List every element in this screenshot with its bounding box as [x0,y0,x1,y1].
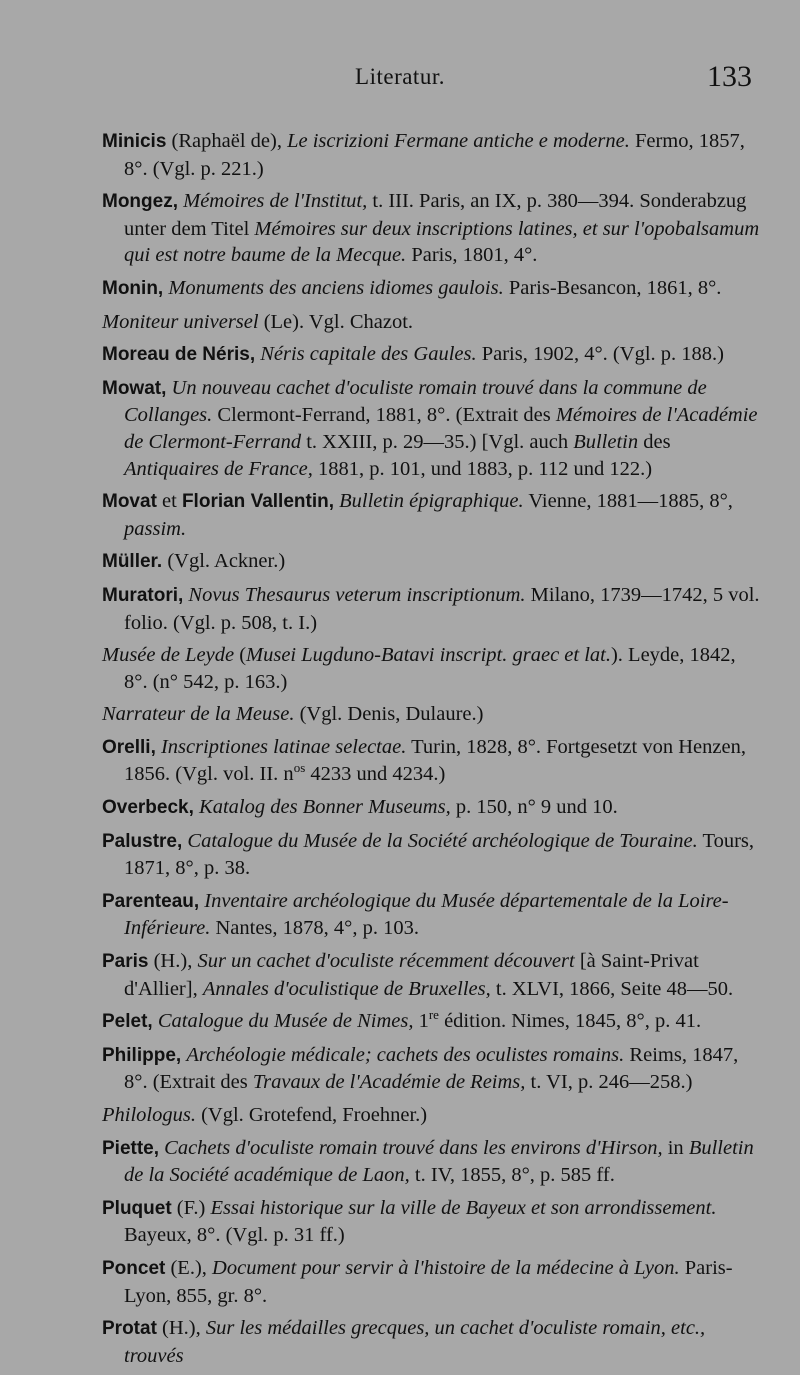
entry-text: Clermont-Ferrand, 1881, 8°. (Extrait des [212,404,556,427]
entry-title: passim. [124,517,187,540]
entry-title: Antiquaires de France, [124,457,313,480]
entry-text: 1 [413,1010,429,1033]
entry-text: in [662,1136,689,1159]
bibliography-entry [102,948,762,1002]
entry-title: Travaux de l'Académie de Reims, [252,1071,526,1094]
entry-author: Minicis [102,131,167,152]
bibliography-entry [102,1315,762,1369]
entry-author: Parenteau, [102,890,200,912]
entry-text: (Le). Vgl. Chazot. [258,310,414,333]
bibliography-entry [102,642,762,695]
entry-text: [à Saint-Privat d'Allier], [124,950,699,1000]
entry-text: Bayeux, 8°. (Vgl. p. 31 ff.) [124,1224,345,1247]
bibliography-entry [102,582,762,636]
bibliography-entry [102,1255,762,1309]
entry-text: Tours, 1871, 8°, p. 38. [124,829,754,880]
running-header [0,60,800,100]
entry-superscript: os [293,760,306,776]
bibliography-entry [102,275,762,303]
entry-text: des [638,430,671,453]
entry-text: Paris-Besancon, 1861, 8°. [503,276,722,299]
entry-title: Inscriptiones latinae selectae. [160,735,407,758]
bibliography-entry [102,888,762,942]
entry-author: Moreau de Néris, [102,344,256,366]
bibliography-entry [102,701,762,728]
entry-title: Moniteur universel [102,310,259,333]
entry-title: Un nouveau cachet d'oculiste romain trouvé dans la commune de Collanges. [124,376,707,427]
entry-title: Musei Lugduno-Batavi inscript. graec et lat. [246,644,611,667]
entry-superscript: re [428,1007,439,1023]
entry-title: Mémoires sur deux inscriptions latines, et sur l'opobalsamum qui est notre baume de la Mecque. [124,217,760,267]
entry-author: Palustre, [102,830,183,852]
entry-text: 1881, p. 101, und 1883, p. 112 und 122.) [312,457,653,480]
entry-author: Pluquet [102,1197,172,1219]
entry-text: p. 150, n° 9 und 10. [450,796,618,819]
entry-title: Philologus. [102,1104,196,1126]
bibliography-entry [102,734,762,788]
bibliography-entry [102,794,762,822]
bibliography-entry [102,1008,762,1036]
entry-coauthor: Florian Vallentin, [181,491,334,513]
bibliography-entry [102,375,762,482]
entry-text: Turin, 1828, 8°. Fortgesetzt von Henzen, 1856. (Vgl. vol. II. n [124,735,746,786]
entry-title: Sur les médailles grecques, un cachet d'oculiste romain, etc., trouvés [124,1317,706,1367]
entry-author: Muratori, [102,584,184,606]
entry-title: Archéologie médicale; cachets des oculistes romains. [186,1043,625,1066]
entry-text: et [156,490,182,513]
entry-text: (H.), [156,1317,206,1340]
entry-author: Orelli, [102,736,156,758]
entry-text: Paris, 1902, 4°. (Vgl. p. 188.) [476,343,724,366]
entry-title: Mémoires de l'Académie de Clermont-Ferrand [124,404,758,453]
entry-text: Vienne, 1881—1885, 8°, [523,490,733,513]
entry-text: (Vgl. Denis, Dulaure.) [294,703,484,726]
entry-author: Movat [102,491,157,513]
entry-title: Document pour servir à l'histoire de la médecine à Lyon. [212,1256,680,1279]
bibliography-entry [102,488,762,542]
bibliography-entry [102,309,762,336]
entry-author: Protat [102,1318,157,1340]
entry-title: Novus Thesaurus veterum inscriptionum. [188,583,526,606]
bibliography-entry [102,828,762,882]
entry-title: Mémoires de l'Institut, [183,190,368,213]
entry-text: (Vgl. Grotefend, Froehner.) [195,1104,428,1126]
entry-title: Musée de Leyde [102,644,235,667]
entry-text: t. XLVI, 1866, Seite 48—50. [490,977,734,1000]
bibliography-entry [102,1042,762,1096]
entry-title: Néris capitale des Gaules. [260,343,477,366]
entry-author: Paris [102,951,149,973]
entry-author: Poncet [102,1257,166,1279]
entry-text: Nantes, 1878, 4°, p. 103. [210,917,419,940]
entry-text: t. III. Paris, an IX, p. 380—394. Sonderabzug unter dem Titel [124,190,747,240]
entry-text: 4233 und 4234.) [305,763,446,786]
bibliography-entry [102,1102,762,1129]
entry-text: (Vgl. Ackner.) [162,550,286,573]
entry-text: (Raphaël de), [166,130,288,152]
entry-title: Le iscrizioni Fermane antiche e moderne. [287,130,630,152]
entry-author: Pelet, [102,1011,153,1033]
entry-title: Katalog des Bonner Museums, [199,796,451,819]
bibliography-entry [102,341,762,369]
entry-text: Milano, 1739—1742, 5 vol. folio. (Vgl. p. 508, t. I.) [124,583,760,634]
entry-title: Cachets d'oculiste romain trouvé dans les environs d'Hirson, [164,1136,663,1159]
entry-author: Piette, [102,1137,160,1159]
entry-text: ( [234,644,247,667]
entry-title: Catalogue du Musée de la Société archéologique de Touraine. [187,829,698,852]
entry-text: t. IV, 1855, 8°, p. 585 ff. [409,1164,615,1187]
entry-text: édition. Nimes, 1845, 8°, p. 41. [438,1010,702,1033]
entry-title: Bulletin épigraphique. [339,490,524,513]
bibliography-entry [102,1195,762,1249]
entry-title: Essai historique sur la ville de Bayeux et son arrondissement. [210,1196,717,1219]
entry-text: (F.) [171,1196,211,1219]
entry-text: (H.), [148,950,198,973]
entry-author: Monin, [102,277,164,299]
entry-title: Narrateur de la Meuse. [102,703,295,726]
entry-title: Annales d'oculistique de Bruxelles, [202,977,491,1000]
bibliography-entry [102,548,762,576]
bibliography-entry [102,1135,762,1189]
entry-author: Mowat, [102,377,167,399]
entry-text: Reims, 1847, 8°. (Extrait des [124,1043,739,1094]
entry-title: Catalogue du Musée de Nimes, [157,1010,414,1033]
entry-text: Fermo, 1857, 8°. (Vgl. p. 221.) [124,130,745,180]
entry-text: Paris, 1801, 4°. [406,244,538,267]
bibliography-entry [102,188,762,269]
entry-author: Overbeck, [102,797,194,819]
entry-author: Müller. [102,551,163,573]
entry-author: Mongez, [102,191,178,213]
entry-text: Paris-Lyon, 855, gr. 8°. [124,1256,733,1307]
running-title: Literatur. [355,64,445,89]
bibliography-entry [102,128,762,182]
bibliography-list [102,128,762,1375]
entry-title: Bulletin [573,430,639,453]
entry-author: Philippe, [102,1044,182,1066]
entry-title: Monuments des anciens idiomes gaulois. [168,276,504,299]
entry-text: ). Leyde, 1842, 8°. (n° 542, p. 163.) [124,644,736,693]
entry-title: Sur un cachet d'oculiste récemment découvert [197,950,575,973]
entry-text: (E.), [165,1256,213,1279]
entry-title: Bulletin de la Société académique de Laon, [124,1136,754,1187]
entry-title: Inventaire archéologique du Musée départementale de la Loire-Inférieure. [124,889,729,940]
entry-text: t. XXIII, p. 29—35.) [Vgl. auch [301,430,574,453]
entry-text: t. VI, p. 246—258.) [525,1071,693,1094]
page-number: 133 [707,60,752,93]
